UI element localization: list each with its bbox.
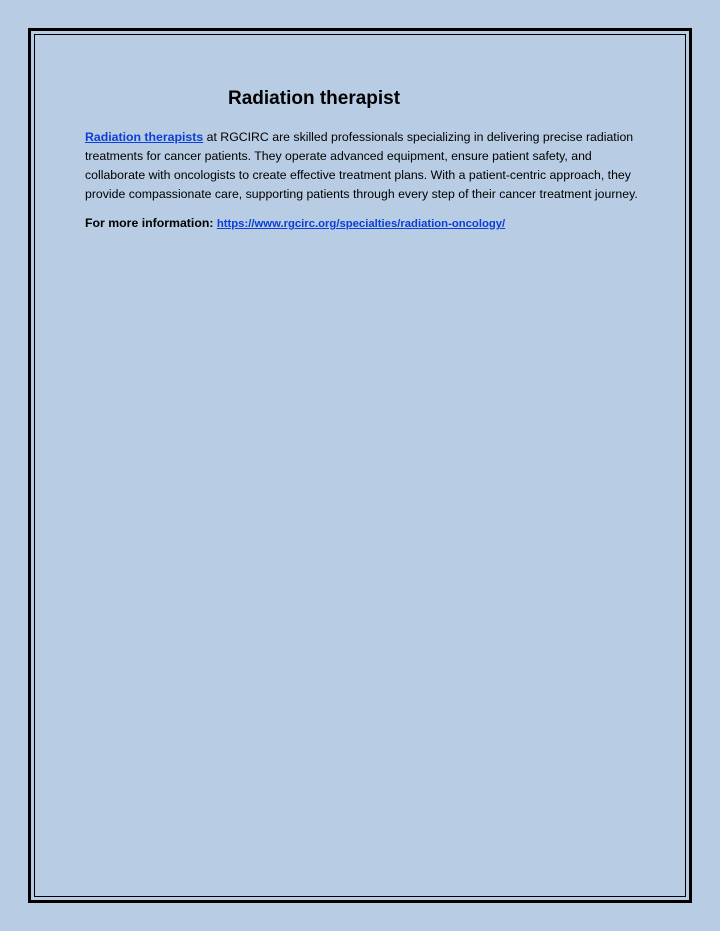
document-content [85,86,640,234]
intro-text: at RGCIRC are skilled professionals specializing in delivering precise radiation treatments for cancer patients. They operate advanced equipment, ensure patient safety, and collaborate with oncologists to create effective treatment plans. With a patient-centric approach, they provide compassionate care, supporting patients through every step of their cancer treatment journey. [85,130,638,201]
radiation-therapists-link[interactable]: Radiation therapists [85,130,204,144]
more-info-line [85,214,640,234]
intro-paragraph [85,128,640,204]
page-title: Radiation therapist [228,88,401,109]
more-info-label: For more information: [85,216,217,230]
more-info-url-link[interactable]: https://www.rgcirc.org/specialties/radiation-oncology/ [216,218,506,230]
